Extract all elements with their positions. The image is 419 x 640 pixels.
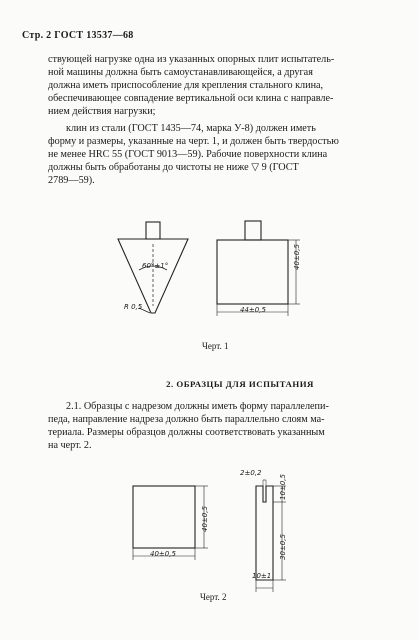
text-line: обеспечивающее совпадение вертикальной оси клина с направле-: [48, 93, 334, 104]
specimen-side-view: [256, 486, 273, 580]
block-stub: [245, 221, 261, 240]
front-height-label: 40±0,5: [201, 506, 209, 532]
figure-1-caption: Черт. 1: [202, 341, 229, 351]
text-line: териала. Размеры образцов должны соответствовать указанным: [48, 427, 325, 438]
page-header: Стр. 2 ГОСТ 13537—68: [22, 30, 134, 41]
wedge-angle-label: 60°±1°: [142, 262, 169, 270]
section-2-title: 2. ОБРАЗЦЫ ДЛЯ ИСПЫТАНИЯ: [166, 379, 314, 389]
section-2-paragraph: [48, 400, 398, 452]
figure-2-caption: Черт. 2: [200, 592, 227, 602]
wedge-shank: [146, 222, 160, 239]
text-line: должны быть обработаны до чистоты не ниже ▽ 9 (ГОСТ: [48, 162, 299, 173]
text-line: педа, направление надреза должно быть параллельно слоям ма-: [48, 414, 325, 425]
slot-depth-label: 10±0,5: [279, 474, 287, 500]
lower-height-label: 30±0,5: [279, 534, 287, 560]
text-line: клин из стали (ГОСТ 1435—74, марка У-8) должен иметь: [66, 123, 316, 134]
text-line: форму и размеры, указанные на черт. 1, и должен быть твердостью: [48, 136, 339, 147]
wedge-radius-label: R 0,5: [124, 303, 143, 311]
block-width-label: 44±0,5: [240, 306, 266, 314]
front-width-label: 40±0,5: [150, 550, 176, 558]
text-line: на черт. 2.: [48, 440, 92, 451]
specimen-front-view: [133, 486, 195, 548]
text-line: должна иметь приспособление для крепления стального клина,: [48, 80, 324, 91]
slot-width-label: 2±0,2: [240, 469, 262, 477]
text-line: ствующей нагрузке одна из указанных опорных плит испытатель-: [48, 54, 335, 65]
text-line: ной машины должна быть самоустанавливающейся, а другая: [48, 67, 313, 78]
block-height-label: 40±0,5: [293, 244, 301, 270]
block-body: [217, 240, 288, 304]
text-line: 2.1. Образцы с надрезом должны иметь форму параллелепи-: [66, 401, 329, 412]
text-line: нием действия нагрузки;: [48, 106, 156, 117]
text-line: не менее HRC 55 (ГОСТ 9013—59). Рабочие поверхности клина: [48, 149, 328, 160]
thickness-label: 10±1: [252, 572, 272, 580]
text-line: 2789—59).: [48, 175, 95, 186]
